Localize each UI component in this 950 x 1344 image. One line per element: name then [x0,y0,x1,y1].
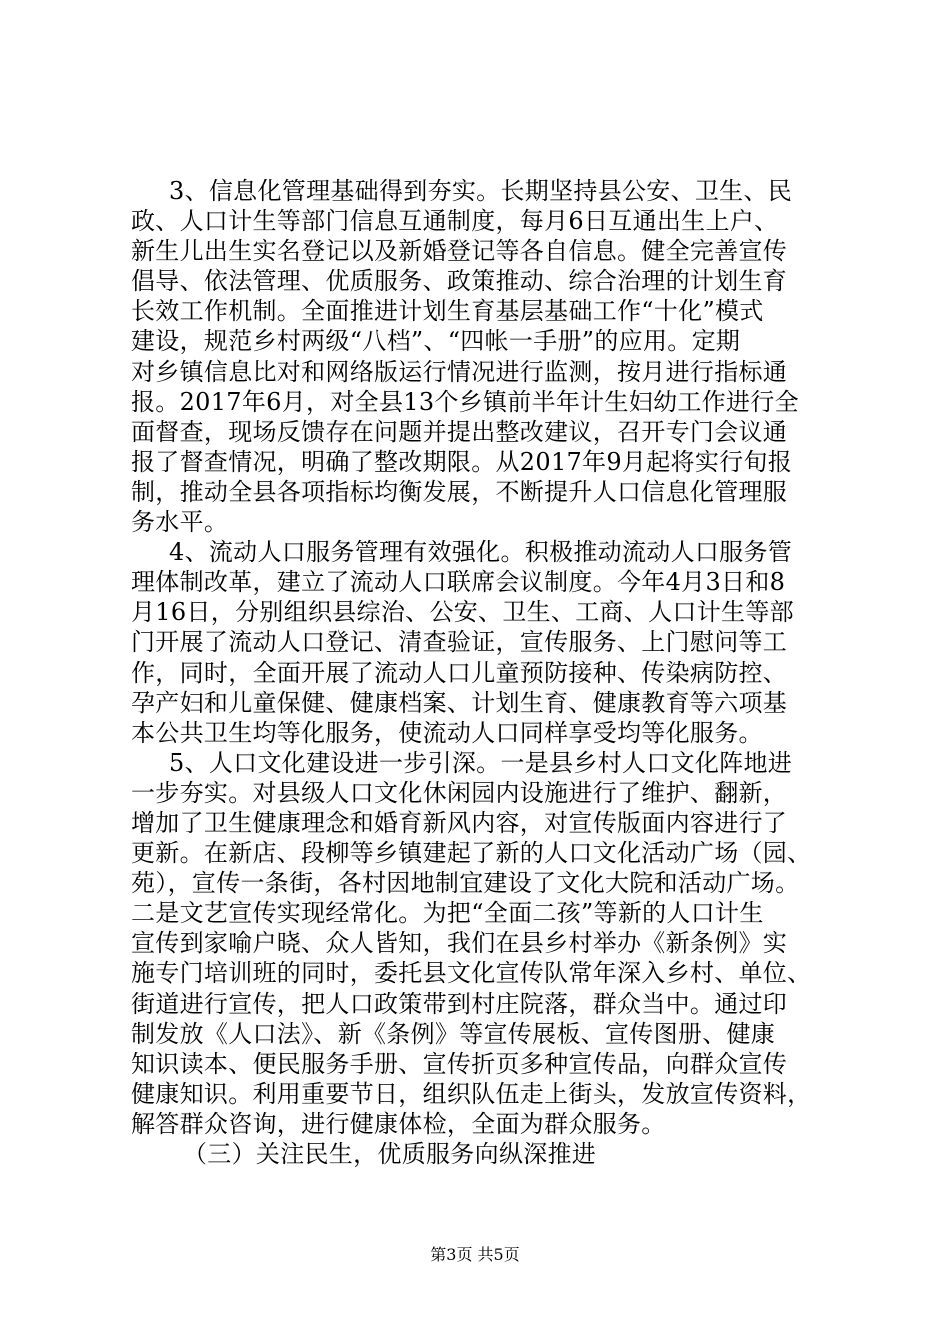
text-line: 增加了卫生健康理念和婚育新风内容，对宣传版面内容进行了 [131,808,788,837]
text-line: 报了督查情况，明确了整改期限。从2017年9月起将实行旬报 [131,447,793,476]
text-line: 4、流动人口服务管理有效强化。积极推动流动人口服务管 [169,538,793,567]
text-line: 更新。在新店、段柳等乡镇建起了新的人口文化活动广场（园、 [131,839,812,868]
text-line: 新生儿出生实名登记以及新婚登记等各自信息。健全完善宣传 [131,237,788,266]
text-line: 作，同时，全面开展了流动人口儿童预防接种、传染病防控、 [131,658,788,687]
text-line: 二是文艺宣传实现经常化。为把“全面二孩”等新的人口计生 [131,899,764,928]
text-line: 街道进行宣传，把人口政策带到村庄院落，群众当中。通过印 [131,989,788,1018]
text-line: 报。2017年6月，对全县13个乡镇前半年计生妇幼工作进行全 [131,387,799,416]
text-line: 政、人口计生等部门信息互通制度，每月6日互通出生上户、 [131,207,779,236]
paragraph-3 [131,176,831,537]
text-line: 制发放《人口法》、新《条例》等宣传展板、宣传图册、健康 [131,1019,776,1048]
paragraph-4 [131,537,831,748]
text-line: 知识读本、便民服务手册、宣传折页多种宣传品，向群众宣传 [131,1049,788,1078]
text-line: 制，推动全县各项指标均衡发展，不断提升人口信息化管理服 [131,477,788,506]
text-line: 施专门培训班的同时，委托县文化宣传队常年深入乡村、单位、 [131,959,812,988]
text-line: 倡导、依法管理、优质服务、政策推动、综合治理的计划生育 [131,267,788,296]
page-footer: 第3页 共5页 [430,1245,520,1264]
text-line: 解答群众咨询，进行健康体检，全面为群众服务。 [131,1109,666,1138]
paragraph-5 [131,748,831,1139]
text-line: 5、人口文化建设进一步引深。一是县乡村人口文化阵地进 [169,748,793,777]
text-line: 健康知识。利用重要节日，组织队伍走上街头，发放宣传资料， [131,1079,812,1108]
text-line: 宣传到家喻户晓、众人皆知，我们在县乡村举办《新条例》实 [131,929,788,958]
text-line: 建设，规范乡村两级“八档”、“四帐一手册”的应用。定期 [131,327,741,356]
text-line: 月16日，分别组织县综治、公安、卫生、工商、人口计生等部 [131,598,794,627]
text-line: 一步夯实。对县级人口文化休闲园内设施进行了维护、翻新， [131,778,788,807]
text-line: 对乡镇信息比对和网络版运行情况进行监测，按月进行指标通 [131,357,788,386]
text-line: 苑），宣传一条街，各村因地制宜建设了文化大院和活动广场。 [131,869,800,898]
text-line: 长效工作机制。全面推进计划生育基层基础工作“十化”模式 [131,297,764,326]
text-line: 理体制改革，建立了流动人口联席会议制度。今年4月3日和8 [131,568,786,597]
text-line: 门开展了流动人口登记、清查验证，宣传服务、上门慰问等工 [131,628,788,657]
text-line: 本公共卫生均等化服务，使流动人口同样享受均等化服务。 [131,718,763,747]
text-line: 务水平。 [131,508,229,537]
document-body [131,176,831,1169]
text-line: 面督查，现场反馈存在问题并提出整改建议，召开专门会议通 [131,417,788,446]
text-line: 3、信息化管理基础得到夯实。长期坚持县公安、卫生、民 [169,177,793,205]
text-line: 孕产妇和儿童保健、健康档案、计划生育、健康教育等六项基 [131,688,788,717]
heading-line: （三）关注民生，优质服务向纵深推进 [183,1140,597,1168]
section-heading [131,1139,831,1169]
